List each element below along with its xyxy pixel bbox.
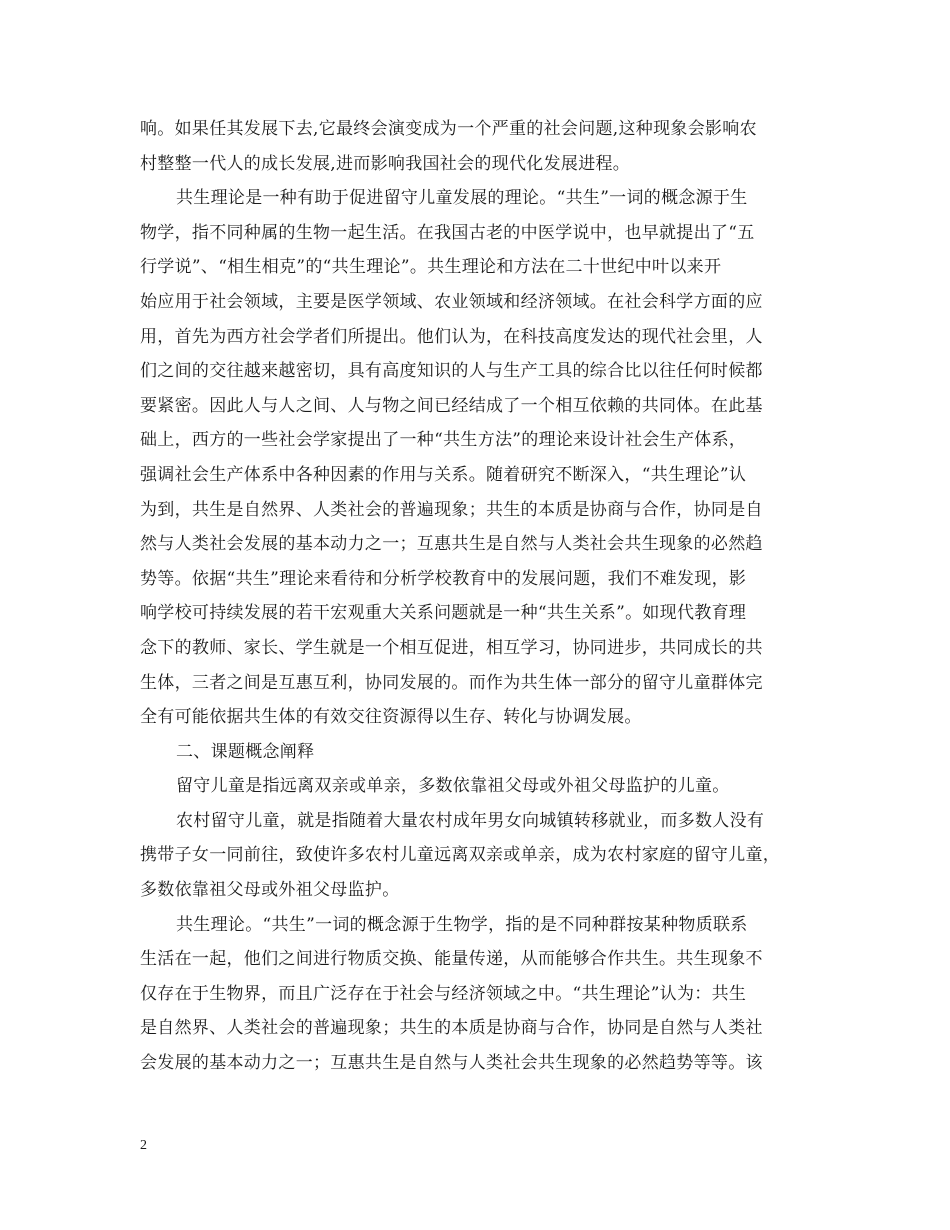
paragraph xyxy=(140,112,810,181)
text-line: 全有可能依据共生体的有效交往资源得以生存、转化与协调发展。 xyxy=(140,707,642,728)
paragraph xyxy=(140,804,810,908)
text-line: 为到，共生是自然界、人类社会的普遍现象；共生的本质是协商与合作，协同是自 xyxy=(140,499,763,520)
text-line: 多数依靠祖父母或外祖父母监护。 xyxy=(140,880,400,901)
paragraph xyxy=(140,908,810,1081)
text-line: 仅存在于生物界，而且广泛存在于社会与经济领域之中。“共生理论”认为：共生 xyxy=(140,983,747,1004)
text-line: 留守儿童是指远离双亲或单亲，多数依靠祖父母或外祖父母监护的儿童。 xyxy=(176,776,730,797)
paragraph xyxy=(140,735,810,770)
text-line: 生活在一起，他们之间进行物质交换、能量传递，从而能够合作共生。共生现象不 xyxy=(140,949,763,970)
text-line: 农村留守儿童，就是指随着大量农村成年男女向城镇转移就业，而多数人没有 xyxy=(176,810,765,831)
text-line: 用，首先为西方社会学者们所提出。他们认为，在科技高度发达的现代社会里，人 xyxy=(140,326,763,347)
text-line: 共生理论是一种有助于促进留守儿童发展的理论。“共生”一词的概念源于生 xyxy=(176,188,748,209)
text-line: 携带子女一同前往，致使许多农村儿童远离双亲或单亲，成为农村家庭的留守儿童， xyxy=(140,845,781,866)
paragraph xyxy=(140,181,810,735)
text-line: 势等。依据“共生”理论来看待和分析学校教育中的发展问题，我们不难发现，影 xyxy=(140,568,747,589)
document-body xyxy=(140,112,810,1081)
text-line: 念下的教师、家长、学生就是一个相互促进，相互学习，协同进步，共同成长的共 xyxy=(140,637,763,658)
text-line: 们之间的交往越来越密切，具有高度知识的人与生产工具的综合比以往任何时候都 xyxy=(140,361,763,382)
text-line: 生体，三者之间是互惠互利，协同发展的。而作为共生体一部分的留守儿童群体完 xyxy=(140,672,763,693)
text-line: 共生理论。“共生”一词的概念源于生物学，指的是不同种群按某种物质联系 xyxy=(176,914,748,935)
text-line: 是自然界、人类社会的普遍现象；共生的本质是协商与合作，协同是自然与人类社 xyxy=(140,1018,763,1039)
paragraph xyxy=(140,769,810,804)
text-line: 要紧密。因此人与人之间、人与物之间已经结成了一个相互依赖的共同体。在此基 xyxy=(140,395,763,416)
text-line: 会发展的基本动力之一；互惠共生是自然与人类社会共生现象的必然趋势等等。该 xyxy=(140,1053,763,1074)
text-line: 响。如果任其发展下去,它最终会演变成为一个严重的社会问题,这种现象会影响农 xyxy=(140,119,757,139)
text-line: 行学说”、“相生相克”的“共生理论”。共生理论和方法在二十世纪中叶以来开 xyxy=(140,257,722,278)
text-line: 础上，西方的一些社会学家提出了一种“共生方法”的理论来设计社会生产体系， xyxy=(140,430,747,451)
text-line: 村整整一代人的成长发展,进而影响我国社会的现代化发展进程。 xyxy=(140,153,631,174)
text-line: 强调社会生产体系中各种因素的作用与关系。随着研究不断深入，“共生理论”认 xyxy=(140,464,747,485)
text-line: 响学校可持续发展的若干宏观重大关系问题就是一种“共生关系”。如现代教育理 xyxy=(140,603,747,624)
page-number: 2 xyxy=(140,1138,147,1153)
text-line: 物学，指不同种属的生物一起生活。在我国古老的中医学说中，也早就提出了“五 xyxy=(140,222,755,243)
text-line: 始应用于社会领域，主要是医学领域、农业领域和经济领域。在社会科学方面的应 xyxy=(140,291,763,312)
text-line: 然与人类社会发展的基本动力之一；互惠共生是自然与人类社会共生现象的必然趋 xyxy=(140,534,763,555)
text-line: 二、课题概念阐释 xyxy=(176,741,315,762)
